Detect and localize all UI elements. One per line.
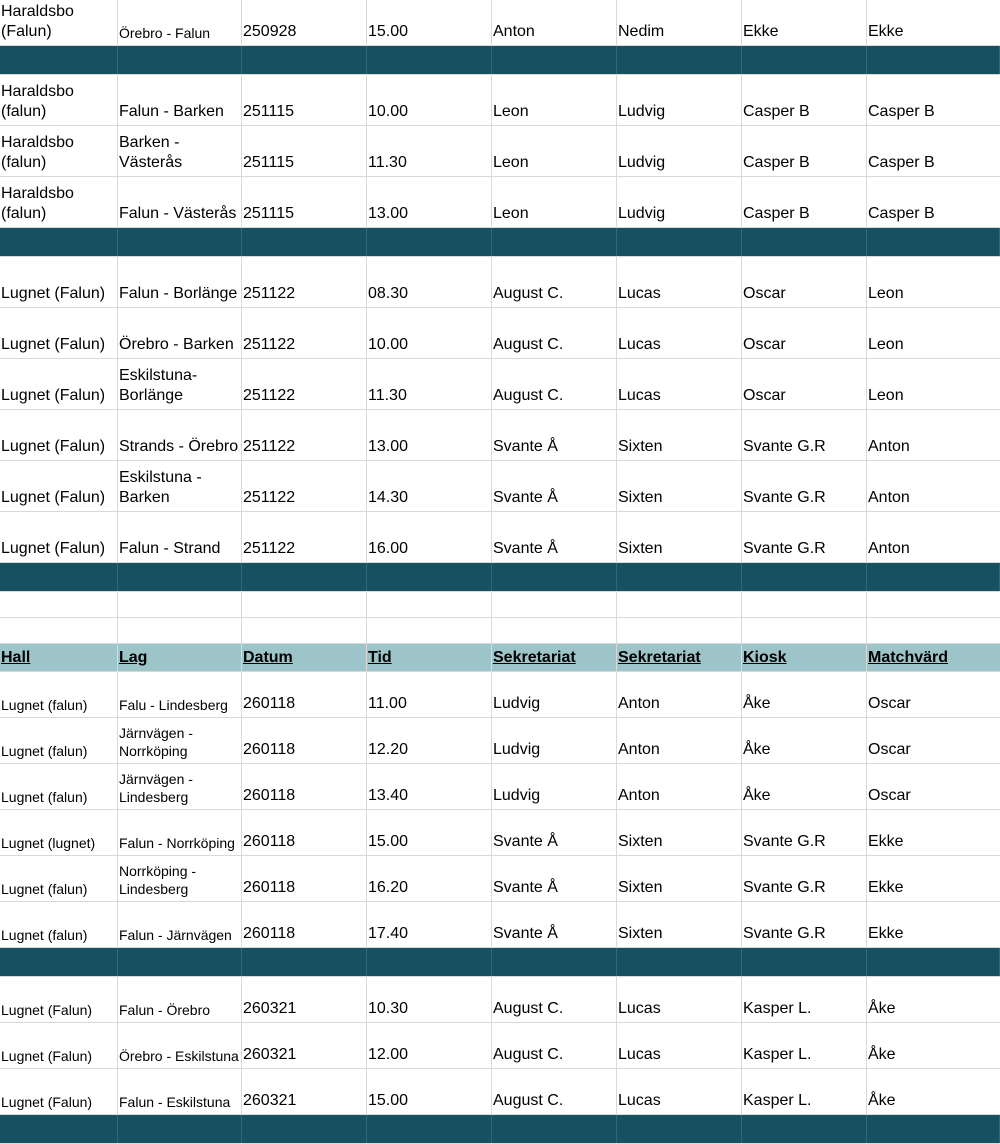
- cell-kiosk[interactable]: Kasper L.: [742, 1069, 867, 1114]
- separator-cell[interactable]: [617, 1115, 742, 1143]
- section-separator-row[interactable]: [0, 563, 1000, 592]
- cell-tid[interactable]: 16.00: [367, 512, 492, 562]
- cell-kiosk[interactable]: Åke: [742, 672, 867, 717]
- cell-kiosk[interactable]: Casper B: [742, 177, 867, 227]
- separator-cell[interactable]: [118, 46, 242, 74]
- separator-cell[interactable]: [0, 46, 118, 74]
- cell-kiosk[interactable]: Oscar: [742, 257, 867, 307]
- table-row[interactable]: [0, 1023, 1000, 1069]
- empty-cell[interactable]: [867, 618, 1000, 643]
- header-matchvard[interactable]: Matchvärd: [868, 648, 949, 666]
- cell-lag[interactable]: Falun - Järnvägen: [118, 902, 242, 947]
- separator-cell[interactable]: [118, 948, 242, 976]
- cell-datum[interactable]: 251122: [242, 257, 367, 307]
- table-row[interactable]: [0, 177, 1000, 228]
- empty-cell[interactable]: [742, 592, 867, 617]
- cell-sek1[interactable]: Svante Å: [492, 810, 617, 855]
- cell-matchvard[interactable]: Casper B: [868, 205, 935, 222]
- separator-cell[interactable]: [867, 1115, 1000, 1143]
- cell-lag[interactable]: Falun - Borlänge: [118, 257, 242, 307]
- cell-datum[interactable]: 251115: [242, 177, 367, 227]
- cell-tid[interactable]: 13.00: [367, 410, 492, 460]
- empty-row[interactable]: [0, 618, 1000, 644]
- cell-sek1[interactable]: Ludvig: [492, 672, 617, 717]
- separator-cell[interactable]: [0, 1115, 118, 1143]
- section-separator-row[interactable]: [0, 228, 1000, 257]
- cell-lag[interactable]: Falun - Strand: [118, 512, 242, 562]
- cell-datum[interactable]: 251122: [242, 410, 367, 460]
- cell-datum[interactable]: 251115: [242, 126, 367, 176]
- cell-sek2[interactable]: Lucas: [617, 1023, 742, 1068]
- empty-cell[interactable]: [742, 618, 867, 643]
- cell-matchvard[interactable]: Ekke: [868, 23, 904, 40]
- cell-hall[interactable]: Lugnet (lugnet): [0, 810, 118, 855]
- separator-cell[interactable]: [742, 1115, 867, 1143]
- table-row[interactable]: [0, 1069, 1000, 1115]
- cell-lag[interactable]: Strands - Örebro: [118, 410, 242, 460]
- cell-sek1[interactable]: August C.: [492, 977, 617, 1022]
- cell-sek2[interactable]: Lucas: [617, 308, 742, 358]
- cell-kiosk[interactable]: Casper B: [742, 75, 867, 125]
- cell-sek1[interactable]: Svante Å: [492, 902, 617, 947]
- empty-cell[interactable]: [367, 592, 492, 617]
- cell-datum[interactable]: 250928: [242, 0, 367, 45]
- cell-sek1[interactable]: Leon: [492, 126, 617, 176]
- cell-lag[interactable]: Falun - Barken: [118, 75, 242, 125]
- cell-lag[interactable]: Järnvägen - Norrköping: [118, 718, 242, 763]
- separator-cell[interactable]: [367, 563, 492, 591]
- cell-hall[interactable]: Lugnet (Falun): [0, 359, 118, 409]
- cell-hall[interactable]: Lugnet (Falun): [0, 257, 118, 307]
- cell-hall[interactable]: Lugnet (Falun): [0, 461, 118, 511]
- cell-lag[interactable]: Eskilstuna - Barken: [118, 461, 242, 511]
- cell-tid[interactable]: 11.30: [367, 126, 492, 176]
- cell-sek2[interactable]: Lucas: [617, 359, 742, 409]
- cell-datum[interactable]: 251115: [242, 75, 367, 125]
- cell-datum[interactable]: 260118: [242, 718, 367, 763]
- cell-sek1[interactable]: August C.: [492, 257, 617, 307]
- separator-cell[interactable]: [867, 948, 1000, 976]
- table-row[interactable]: [0, 359, 1000, 410]
- cell-sek1[interactable]: Svante Å: [492, 461, 617, 511]
- empty-cell[interactable]: [0, 618, 118, 643]
- empty-cell[interactable]: [242, 618, 367, 643]
- separator-cell[interactable]: [742, 228, 867, 256]
- empty-cell[interactable]: [242, 592, 367, 617]
- cell-sek1[interactable]: Svante Å: [492, 512, 617, 562]
- cell-lag[interactable]: Falun - Norrköping: [118, 810, 242, 855]
- separator-cell[interactable]: [617, 948, 742, 976]
- cell-tid[interactable]: 11.00: [367, 672, 492, 717]
- cell-kiosk[interactable]: Svante G.R: [742, 856, 867, 901]
- cell-matchvard[interactable]: Åke: [868, 1092, 896, 1109]
- section-separator-row[interactable]: [0, 1115, 1000, 1144]
- separator-cell[interactable]: [617, 228, 742, 256]
- cell-datum[interactable]: 260321: [242, 977, 367, 1022]
- separator-cell[interactable]: [492, 948, 617, 976]
- separator-cell[interactable]: [867, 46, 1000, 74]
- empty-cell[interactable]: [0, 592, 118, 617]
- separator-cell[interactable]: [118, 563, 242, 591]
- empty-cell[interactable]: [617, 592, 742, 617]
- separator-cell[interactable]: [118, 1115, 242, 1143]
- separator-cell[interactable]: [492, 46, 617, 74]
- cell-datum[interactable]: 251122: [242, 308, 367, 358]
- cell-matchvard[interactable]: Leon: [868, 387, 904, 404]
- cell-tid[interactable]: 12.00: [367, 1023, 492, 1068]
- table-row[interactable]: [0, 512, 1000, 563]
- cell-hall[interactable]: Haraldsbo (Falun): [0, 0, 118, 45]
- header-sek2[interactable]: Sekretariat: [617, 644, 742, 671]
- cell-sek1[interactable]: Leon: [492, 177, 617, 227]
- cell-matchvard[interactable]: Ekke: [868, 925, 904, 942]
- separator-cell[interactable]: [742, 948, 867, 976]
- header-sek1[interactable]: Sekretariat: [492, 644, 617, 671]
- cell-sek2[interactable]: Sixten: [617, 512, 742, 562]
- cell-hall[interactable]: Lugnet (falun): [0, 764, 118, 809]
- cell-matchvard[interactable]: Anton: [868, 489, 910, 506]
- separator-cell[interactable]: [0, 948, 118, 976]
- cell-sek2[interactable]: Sixten: [617, 810, 742, 855]
- separator-cell[interactable]: [242, 948, 367, 976]
- cell-sek2[interactable]: Lucas: [617, 1069, 742, 1114]
- cell-kiosk[interactable]: Oscar: [742, 359, 867, 409]
- separator-cell[interactable]: [492, 1115, 617, 1143]
- cell-sek2[interactable]: Nedim: [617, 0, 742, 45]
- cell-sek2[interactable]: Lucas: [617, 257, 742, 307]
- empty-cell[interactable]: [118, 618, 242, 643]
- separator-cell[interactable]: [367, 1115, 492, 1143]
- cell-hall[interactable]: Lugnet (falun): [0, 856, 118, 901]
- separator-cell[interactable]: [492, 228, 617, 256]
- cell-sek2[interactable]: Sixten: [617, 461, 742, 511]
- cell-sek1[interactable]: August C.: [492, 308, 617, 358]
- cell-sek1[interactable]: August C.: [492, 1069, 617, 1114]
- cell-tid[interactable]: 15.00: [367, 810, 492, 855]
- separator-cell[interactable]: [367, 228, 492, 256]
- cell-datum[interactable]: 260321: [242, 1069, 367, 1114]
- cell-tid[interactable]: 16.20: [367, 856, 492, 901]
- table-row[interactable]: [0, 0, 1000, 46]
- table-row[interactable]: [0, 75, 1000, 126]
- table-header-row[interactable]: [0, 644, 1000, 672]
- cell-tid[interactable]: 10.00: [367, 75, 492, 125]
- cell-matchvard[interactable]: Anton: [868, 438, 910, 455]
- cell-tid[interactable]: 13.00: [367, 177, 492, 227]
- cell-sek2[interactable]: Ludvig: [617, 177, 742, 227]
- cell-matchvard[interactable]: Oscar: [868, 787, 911, 804]
- cell-hall[interactable]: Lugnet (Falun): [0, 1069, 118, 1114]
- separator-cell[interactable]: [492, 563, 617, 591]
- separator-cell[interactable]: [242, 228, 367, 256]
- empty-cell[interactable]: [367, 618, 492, 643]
- cell-sek2[interactable]: Ludvig: [617, 75, 742, 125]
- empty-cell[interactable]: [492, 618, 617, 643]
- cell-sek2[interactable]: Sixten: [617, 902, 742, 947]
- cell-sek1[interactable]: August C.: [492, 359, 617, 409]
- cell-matchvard[interactable]: Åke: [868, 1046, 896, 1063]
- separator-cell[interactable]: [867, 228, 1000, 256]
- cell-hall[interactable]: Haraldsbo (falun): [0, 75, 118, 125]
- cell-lag[interactable]: Örebro - Barken: [118, 308, 242, 358]
- cell-hall[interactable]: Lugnet (Falun): [0, 308, 118, 358]
- cell-hall[interactable]: Haraldsbo (falun): [0, 126, 118, 176]
- cell-sek2[interactable]: Sixten: [617, 410, 742, 460]
- cell-sek2[interactable]: Lucas: [617, 977, 742, 1022]
- cell-sek1[interactable]: Svante Å: [492, 856, 617, 901]
- cell-matchvard[interactable]: Casper B: [868, 154, 935, 171]
- cell-sek2[interactable]: Anton: [617, 764, 742, 809]
- cell-kiosk[interactable]: Åke: [742, 718, 867, 763]
- cell-datum[interactable]: 251122: [242, 359, 367, 409]
- cell-lag[interactable]: Eskilstuna- Borlänge: [118, 359, 242, 409]
- cell-matchvard[interactable]: Anton: [868, 540, 910, 557]
- separator-cell[interactable]: [242, 563, 367, 591]
- section-separator-row[interactable]: [0, 948, 1000, 977]
- table-row[interactable]: [0, 718, 1000, 764]
- header-lag[interactable]: Lag: [118, 644, 242, 671]
- table-row[interactable]: [0, 410, 1000, 461]
- cell-lag[interactable]: Falun - Västerås: [118, 177, 242, 227]
- cell-matchvard[interactable]: Åke: [868, 1000, 896, 1017]
- table-row[interactable]: [0, 810, 1000, 856]
- separator-cell[interactable]: [617, 563, 742, 591]
- cell-datum[interactable]: 260118: [242, 856, 367, 901]
- cell-matchvard[interactable]: Casper B: [868, 103, 935, 120]
- cell-tid[interactable]: 13.40: [367, 764, 492, 809]
- cell-kiosk[interactable]: Kasper L.: [742, 1023, 867, 1068]
- cell-kiosk[interactable]: Åke: [742, 764, 867, 809]
- cell-hall[interactable]: Lugnet (falun): [0, 672, 118, 717]
- separator-cell[interactable]: [242, 46, 367, 74]
- table-row[interactable]: [0, 856, 1000, 902]
- cell-tid[interactable]: 08.30: [367, 257, 492, 307]
- cell-sek2[interactable]: Sixten: [617, 856, 742, 901]
- table-row[interactable]: [0, 461, 1000, 512]
- cell-tid[interactable]: 14.30: [367, 461, 492, 511]
- empty-cell[interactable]: [492, 592, 617, 617]
- cell-kiosk[interactable]: Svante G.R: [742, 512, 867, 562]
- cell-tid[interactable]: 11.30: [367, 359, 492, 409]
- cell-kiosk[interactable]: Svante G.R: [742, 810, 867, 855]
- cell-sek1[interactable]: August C.: [492, 1023, 617, 1068]
- cell-hall[interactable]: Lugnet (Falun): [0, 410, 118, 460]
- cell-kiosk[interactable]: Svante G.R: [742, 461, 867, 511]
- table-row[interactable]: [0, 257, 1000, 308]
- cell-datum[interactable]: 251122: [242, 461, 367, 511]
- cell-lag[interactable]: Falu - Lindesberg: [118, 672, 242, 717]
- cell-sek1[interactable]: Ludvig: [492, 718, 617, 763]
- cell-sek1[interactable]: Anton: [492, 0, 617, 45]
- cell-matchvard[interactable]: Oscar: [868, 695, 911, 712]
- cell-lag[interactable]: Falun - Eskilstuna: [118, 1069, 242, 1114]
- cell-tid[interactable]: 15.00: [367, 0, 492, 45]
- cell-matchvard[interactable]: Oscar: [868, 741, 911, 758]
- cell-kiosk[interactable]: Kasper L.: [742, 977, 867, 1022]
- separator-cell[interactable]: [118, 228, 242, 256]
- cell-datum[interactable]: 260321: [242, 1023, 367, 1068]
- cell-hall[interactable]: Lugnet (Falun): [0, 1023, 118, 1068]
- cell-sek2[interactable]: Ludvig: [617, 126, 742, 176]
- separator-cell[interactable]: [367, 948, 492, 976]
- cell-tid[interactable]: 15.00: [367, 1069, 492, 1114]
- separator-cell[interactable]: [242, 1115, 367, 1143]
- cell-matchvard[interactable]: Leon: [868, 336, 904, 353]
- cell-kiosk[interactable]: Ekke: [742, 0, 867, 45]
- cell-kiosk[interactable]: Svante G.R: [742, 410, 867, 460]
- cell-datum[interactable]: 251122: [242, 512, 367, 562]
- cell-sek1[interactable]: Leon: [492, 75, 617, 125]
- cell-hall[interactable]: Lugnet (Falun): [0, 977, 118, 1022]
- cell-hall[interactable]: Haraldsbo (falun): [0, 177, 118, 227]
- empty-cell[interactable]: [118, 592, 242, 617]
- cell-hall[interactable]: Lugnet (falun): [0, 718, 118, 763]
- cell-sek2[interactable]: Anton: [617, 672, 742, 717]
- cell-hall[interactable]: Lugnet (falun): [0, 902, 118, 947]
- separator-cell[interactable]: [0, 563, 118, 591]
- separator-cell[interactable]: [867, 563, 1000, 591]
- table-row[interactable]: [0, 672, 1000, 718]
- cell-tid[interactable]: 17.40: [367, 902, 492, 947]
- table-row[interactable]: [0, 902, 1000, 948]
- cell-lag[interactable]: Falun - Örebro: [118, 977, 242, 1022]
- cell-sek1[interactable]: Ludvig: [492, 764, 617, 809]
- cell-hall[interactable]: Lugnet (Falun): [0, 512, 118, 562]
- cell-datum[interactable]: 260118: [242, 902, 367, 947]
- separator-cell[interactable]: [742, 563, 867, 591]
- cell-matchvard[interactable]: Ekke: [868, 879, 904, 896]
- cell-lag[interactable]: Barken - Västerås: [118, 126, 242, 176]
- cell-lag[interactable]: Örebro - Eskilstuna: [118, 1023, 242, 1068]
- header-tid[interactable]: Tid: [367, 644, 492, 671]
- cell-tid[interactable]: 10.00: [367, 308, 492, 358]
- cell-matchvard[interactable]: Leon: [868, 285, 904, 302]
- cell-sek2[interactable]: Anton: [617, 718, 742, 763]
- cell-tid[interactable]: 12.20: [367, 718, 492, 763]
- empty-row[interactable]: [0, 592, 1000, 618]
- cell-kiosk[interactable]: Svante G.R: [742, 902, 867, 947]
- cell-datum[interactable]: 260118: [242, 672, 367, 717]
- cell-kiosk[interactable]: Casper B: [742, 126, 867, 176]
- cell-lag[interactable]: Norrköping - Lindesberg: [118, 856, 242, 901]
- empty-cell[interactable]: [617, 618, 742, 643]
- cell-sek1[interactable]: Svante Å: [492, 410, 617, 460]
- separator-cell[interactable]: [617, 46, 742, 74]
- cell-lag[interactable]: Örebro - Falun: [118, 0, 242, 45]
- header-datum[interactable]: Datum: [242, 644, 367, 671]
- cell-kiosk[interactable]: Oscar: [742, 308, 867, 358]
- table-row[interactable]: [0, 764, 1000, 810]
- table-row[interactable]: [0, 308, 1000, 359]
- cell-datum[interactable]: 260118: [242, 810, 367, 855]
- cell-tid[interactable]: 10.30: [367, 977, 492, 1022]
- cell-datum[interactable]: 260118: [242, 764, 367, 809]
- empty-cell[interactable]: [867, 592, 1000, 617]
- separator-cell[interactable]: [742, 46, 867, 74]
- cell-matchvard[interactable]: Ekke: [868, 833, 904, 850]
- table-row[interactable]: [0, 977, 1000, 1023]
- cell-lag[interactable]: Järnvägen - Lindesberg: [118, 764, 242, 809]
- table-row[interactable]: [0, 126, 1000, 177]
- separator-cell[interactable]: [367, 46, 492, 74]
- header-kiosk[interactable]: Kiosk: [742, 644, 867, 671]
- header-hall[interactable]: Hall: [0, 644, 118, 671]
- section-separator-row[interactable]: [0, 46, 1000, 75]
- separator-cell[interactable]: [0, 228, 118, 256]
